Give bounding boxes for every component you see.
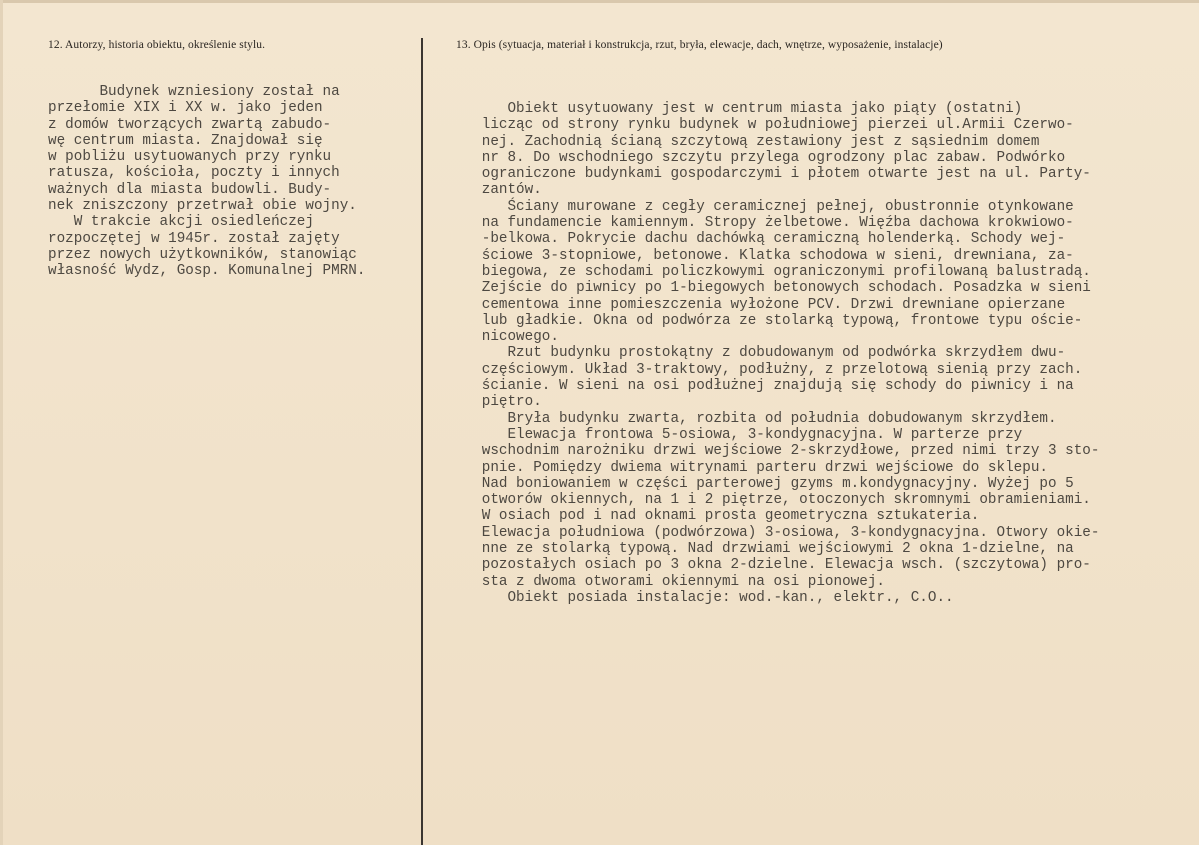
section-13-line: Bryła budynku zwarta, rozbita od południa dobudowanym skrzydłem. (456, 410, 1057, 427)
section-12-line: z domów tworzących zwartą zabudo- (48, 116, 332, 133)
section-12-line: nek zniszczony przetrwał obie wojny. (48, 198, 357, 215)
section-13-line: cementowa inne pomieszczenia wyłożone PCV. Drzwi drewniane opierzane (456, 296, 1066, 313)
section-13-line: Elewacja południowa (podwórzowa) 3-osiowa, 3-kondygnacyjna. Otwory okie- (456, 524, 1100, 541)
section-13-line: pozostałych osiach po 3 okna 2-dzielne. Elewacja wsch. (szczytowa) pro- (456, 557, 1091, 574)
section-13-line: W osiach pod i nad oknami prosta geometryczna sztukateria. (456, 508, 980, 525)
section-13-line: pnie. Pomiędzy dwiema witrynami parteru drzwi wejściowe do sklepu. (456, 459, 1048, 476)
section-13-line: częściowym. Układ 3-traktowy, podłużny, z przelotową sienią przy zach. (456, 361, 1083, 378)
section-13-line: nr 8. Do wschodniego szczytu przylega ogrodzony plac zabaw. Podwórko (456, 149, 1066, 166)
section-12-line: rozpoczętej w 1945r. został zajęty (48, 230, 340, 247)
section-13-line: na fundamencie kamiennym. Stropy żelbetowe. Więźba dachowa krokwiowo- (456, 215, 1074, 232)
section-12-header: 12. Autorzy, historia obiektu, określenie stylu. (48, 39, 266, 51)
section-12-line: przełomie XIX i XX w. jako jeden (48, 100, 323, 117)
section-12-line: ważnych dla miasta budowli. Budy- (48, 181, 332, 198)
section-13-text (456, 101, 1099, 606)
section-13-line: sta z dwoma otworami okiennymi na osi pionowej. (456, 573, 885, 590)
section-13-line: ograniczone budynkami gospodarczymi i płotem otwarte jest na ul. Party- (456, 166, 1091, 183)
section-13-line: otworów okiennych, na 1 i 2 piętrze, otoczonych skromnymi obramieniami. (456, 492, 1091, 509)
section-12-text (48, 84, 365, 280)
section-13-line: piętro. (456, 394, 542, 411)
section-13-line: Nad boniowaniem w części parterowej gzyms m.kondygnacyjny. Wyżej po 5 (456, 475, 1074, 492)
section-13-line: zantów. (456, 182, 542, 199)
section-12-line: Budynek wzniesiony został na (48, 84, 340, 100)
top-edge (0, 0, 1199, 3)
section-13-line: ściowe 3-stopniowe, betonowe. Klatka schodowa w sieni, drewniana, za- (456, 247, 1074, 264)
column-divider (421, 38, 423, 845)
section-13-line: Ściany murowane z cegły ceramicznej pełnej, obustronnie otynkowane (456, 198, 1074, 215)
section-13-line: Obiekt usytuowany jest w centrum miasta jako piąty (ostatni) (456, 101, 1023, 117)
section-12-line: w pobliżu usytuowanych przy rynku (48, 149, 332, 166)
section-12-line: ratusza, kościoła, poczty i innych (48, 165, 340, 182)
section-12-line: wę centrum miasta. Znajdował się (48, 132, 323, 149)
section-13-line: Elewacja frontowa 5-osiowa, 3-kondygnacyjna. W parterze przy (456, 426, 1023, 443)
section-13-line: lub gładkie. Okna od podwórza ze stolarką typową, frontowe typu oście- (456, 312, 1083, 329)
section-13-line: nicowego. (456, 329, 559, 346)
section-13-line: licząc od strony rynku budynek w południowej pierzei ul.Armii Czerwo- (456, 117, 1074, 134)
section-13-line: ścianie. W sieni na osi podłużnej znajdują się schody do piwnicy i na (456, 378, 1074, 395)
section-13-line: Rzut budynku prostokątny z dobudowanym od podwórka skrzydłem dwu- (456, 345, 1066, 362)
section-12-line: przez nowych użytkowników, stanowiąc (48, 246, 357, 263)
section-13-line: -belkowa. Pokrycie dachu dachówką ceramiczną holenderką. Schody wej- (456, 231, 1066, 248)
section-13-line: Zejście do piwnicy po 1-biegowych betonowych schodach. Posadzka w sieni (456, 280, 1091, 297)
section-12-line: W trakcie akcji osiedleńczej (48, 214, 314, 231)
section-13-line: nne ze stolarką typową. Nad drzwiami wejściowymi 2 okna 1-dzielne, na (456, 541, 1074, 558)
section-13-header: 13. Opis (sytuacja, materiał i konstrukcja, rzut, bryła, elewacje, dach, wnętrze, wyposażenie, instalacje) (456, 39, 943, 51)
section-13-line: wschodnim narożniku drzwi wejściowe 2-skrzydłowe, przed nimi trzy 3 sto- (456, 443, 1100, 460)
section-13-line: biegowa, ze schodami policzkowymi ograniczonymi profilowaną balustradą. (456, 263, 1091, 280)
section-13-line: nej. Zachodnią ścianą szczytową zestawiony jest z sąsiednim domem (456, 133, 1040, 150)
section-13-line: Obiekt posiada instalacje: wod.-kan., elektr., C.O.. (456, 589, 954, 606)
section-12-line: własność Wydz, Gosp. Komunalnej PMRN. (48, 263, 366, 280)
left-edge (0, 0, 3, 845)
